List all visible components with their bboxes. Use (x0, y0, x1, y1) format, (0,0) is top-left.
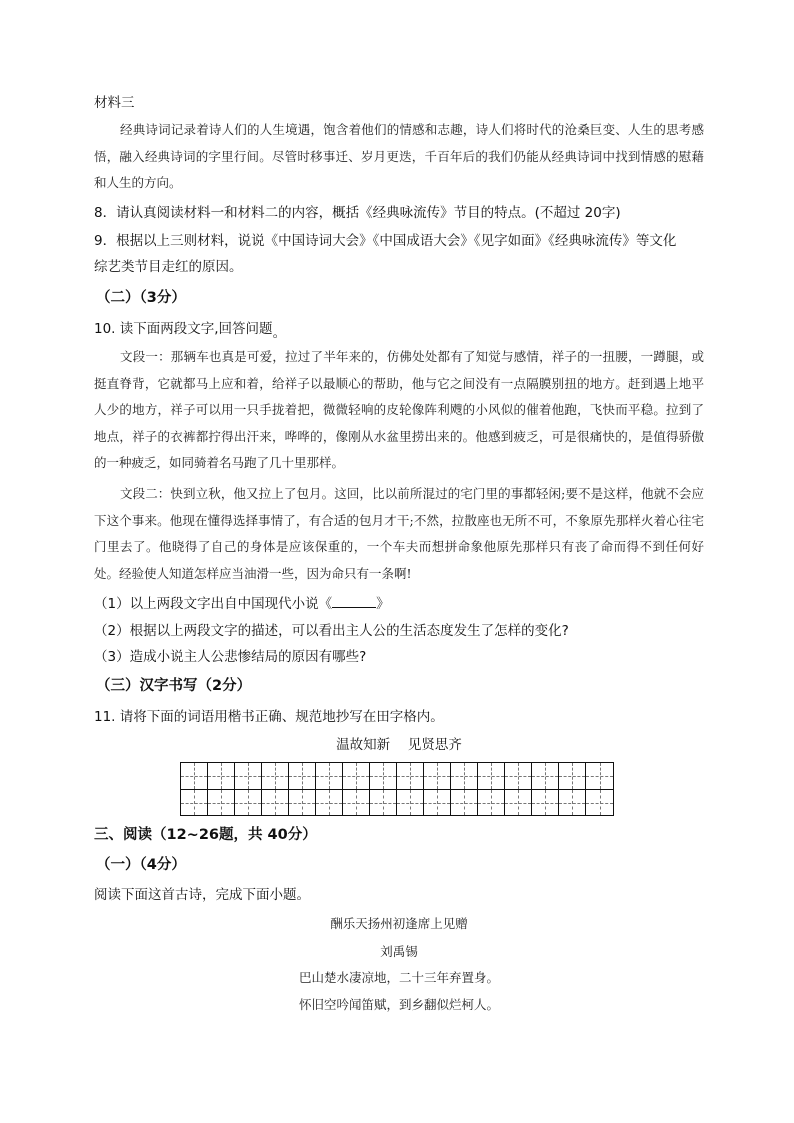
grid-cell[interactable] (586, 763, 613, 789)
grid-cell[interactable] (532, 789, 559, 815)
tianzige-grid[interactable] (180, 762, 614, 816)
grid-cell[interactable] (343, 789, 370, 815)
material3-title: 材料三 (94, 95, 135, 111)
grid-cell[interactable] (397, 789, 424, 815)
grid-cell[interactable] (316, 789, 343, 815)
question-10-sub2: （2）根据以上两段文字的描述，可以看出主人公的生活态度发生了怎样的变化? (94, 623, 569, 639)
grid-cell[interactable] (478, 763, 505, 789)
question-11: 11. 请将下面的词语用楷书正确、规范地抄写在田字格内。 (94, 709, 444, 725)
grid-cell[interactable] (235, 789, 262, 815)
grid-row-1 (181, 763, 613, 789)
passage-1: 文段一：那辆车也真是可爱，拉过了半年来的，仿佛处处都有了知觉与感情，祥子的一扭腰，一蹲腿，或挺直脊背，它就都马上应和着，给祥子以最顺心的帮助，他与它之间没有一点隔膜别扭的地方。赶到遇上地平人少的地方，祥子可以用一只手拢着把，微微轻响的皮轮像阵利飕的小风似的催着他跑，飞快而平稳。拉到了地点，祥子的衣裤都拧得出汗来，哗哗的，像刚从水盆里捞出来的。他感到疲乏，可是很痛快的，是值得骄傲的一种疲乏，如同骑着名马跑了几十里那样。 (94, 349, 704, 470)
poem-line-1: 巴山楚水凄凉地，二十三年弃置身。 (298, 970, 499, 985)
sub1-prefix: （1）以上两段文字出自中国现代小说《 (94, 596, 333, 612)
poem-author: 刘禹锡 (380, 944, 418, 959)
part3-sub-heading: （一）（4分） (96, 857, 186, 873)
grid-cell[interactable] (505, 789, 532, 815)
grid-cell[interactable] (370, 789, 397, 815)
grid-cell[interactable] (586, 789, 613, 815)
grid-cell[interactable] (370, 763, 397, 789)
section2-heading: （二）（3分） (96, 290, 186, 306)
grid-cell[interactable] (505, 763, 532, 789)
section3-heading: （三）汉字书写（2分） (96, 678, 252, 694)
question-8: 8．请认真阅读材料一和材料二的内容，概括《经典咏流传》节目的特点。(不超过 20字) (94, 205, 621, 221)
question-9-line2: 综艺类节目走红的原因。 (94, 259, 243, 275)
grid-cell[interactable] (343, 763, 370, 789)
passage-2: 文段二：快到立秋，他又拉上了包月。这回，比以前所混过的宅门里的事都轻闲;要不是这样，他就不会应下这个事来。他现在懂得选择事情了，有合适的包月才干;不然，拉散座也无所不可，不象原先那样火着心往宅门里去了。他晓得了自己的身体是应该保重的，一个车夫而想拼命象他原先那样只有丧了命而得不到任何好处。经验使人知道怎样应当油滑一些，因为命只有一条啊! (94, 486, 704, 581)
part3-heading: 三、阅读（12~26题，共 40分） (94, 827, 317, 843)
question-10-mark: 。 (272, 325, 287, 341)
grid-cell[interactable] (451, 763, 478, 789)
grid-cell[interactable] (181, 763, 208, 789)
question-10-sub1 (94, 593, 704, 615)
grid-cell[interactable] (181, 789, 208, 815)
grid-cell[interactable] (316, 763, 343, 789)
poem-line-2: 怀旧空吟闻笛赋，到乡翻似烂柯人。 (298, 997, 499, 1012)
grid-cell[interactable] (208, 763, 235, 789)
grid-cell[interactable] (424, 763, 451, 789)
question-10-text: 10. 读下面两段文字,回答问题 (94, 321, 273, 337)
reading-instruction: 阅读下面这首古诗，完成下面小题。 (94, 887, 310, 903)
grid-cell[interactable] (559, 763, 586, 789)
grid-cell[interactable] (559, 789, 586, 815)
grid-cell[interactable] (289, 763, 316, 789)
grid-row-2 (181, 789, 613, 815)
grid-cell[interactable] (451, 789, 478, 815)
sub1-suffix: 》 (376, 596, 390, 612)
question-9-line1: 9．根据以上三则材料，说说《中国诗词大会》《中国成语大会》《见字如面》《经典咏流传》等文化 (94, 233, 677, 249)
grid-cell[interactable] (397, 763, 424, 789)
grid-cell[interactable] (289, 789, 316, 815)
material3-text: 经典诗词记录着诗人们的人生境遇，饱含着他们的情感和志趣，诗人们将时代的沧桑巨变、人生的思考感悟，融入经典诗词的字里行间。尽管时移事迁、岁月更迭，千百年后的我们仍能从经典诗词中找到情感的慰藉和人生的方向。 (94, 122, 704, 190)
grid-cell[interactable] (478, 789, 505, 815)
grid-cell[interactable] (262, 763, 289, 789)
grid-cell[interactable] (235, 763, 262, 789)
copy-words: 温故知新 见贤思齐 (336, 737, 462, 753)
poem-title: 酬乐天扬州初逢席上见赠 (330, 916, 468, 931)
grid-cell[interactable] (208, 789, 235, 815)
question-10 (94, 318, 704, 340)
grid-cell[interactable] (424, 789, 451, 815)
question-10-sub3: （3）造成小说主人公悲惨结局的原因有哪些? (94, 649, 367, 665)
answer-blank[interactable] (332, 595, 376, 608)
grid-cell[interactable] (262, 789, 289, 815)
grid-cell[interactable] (532, 763, 559, 789)
